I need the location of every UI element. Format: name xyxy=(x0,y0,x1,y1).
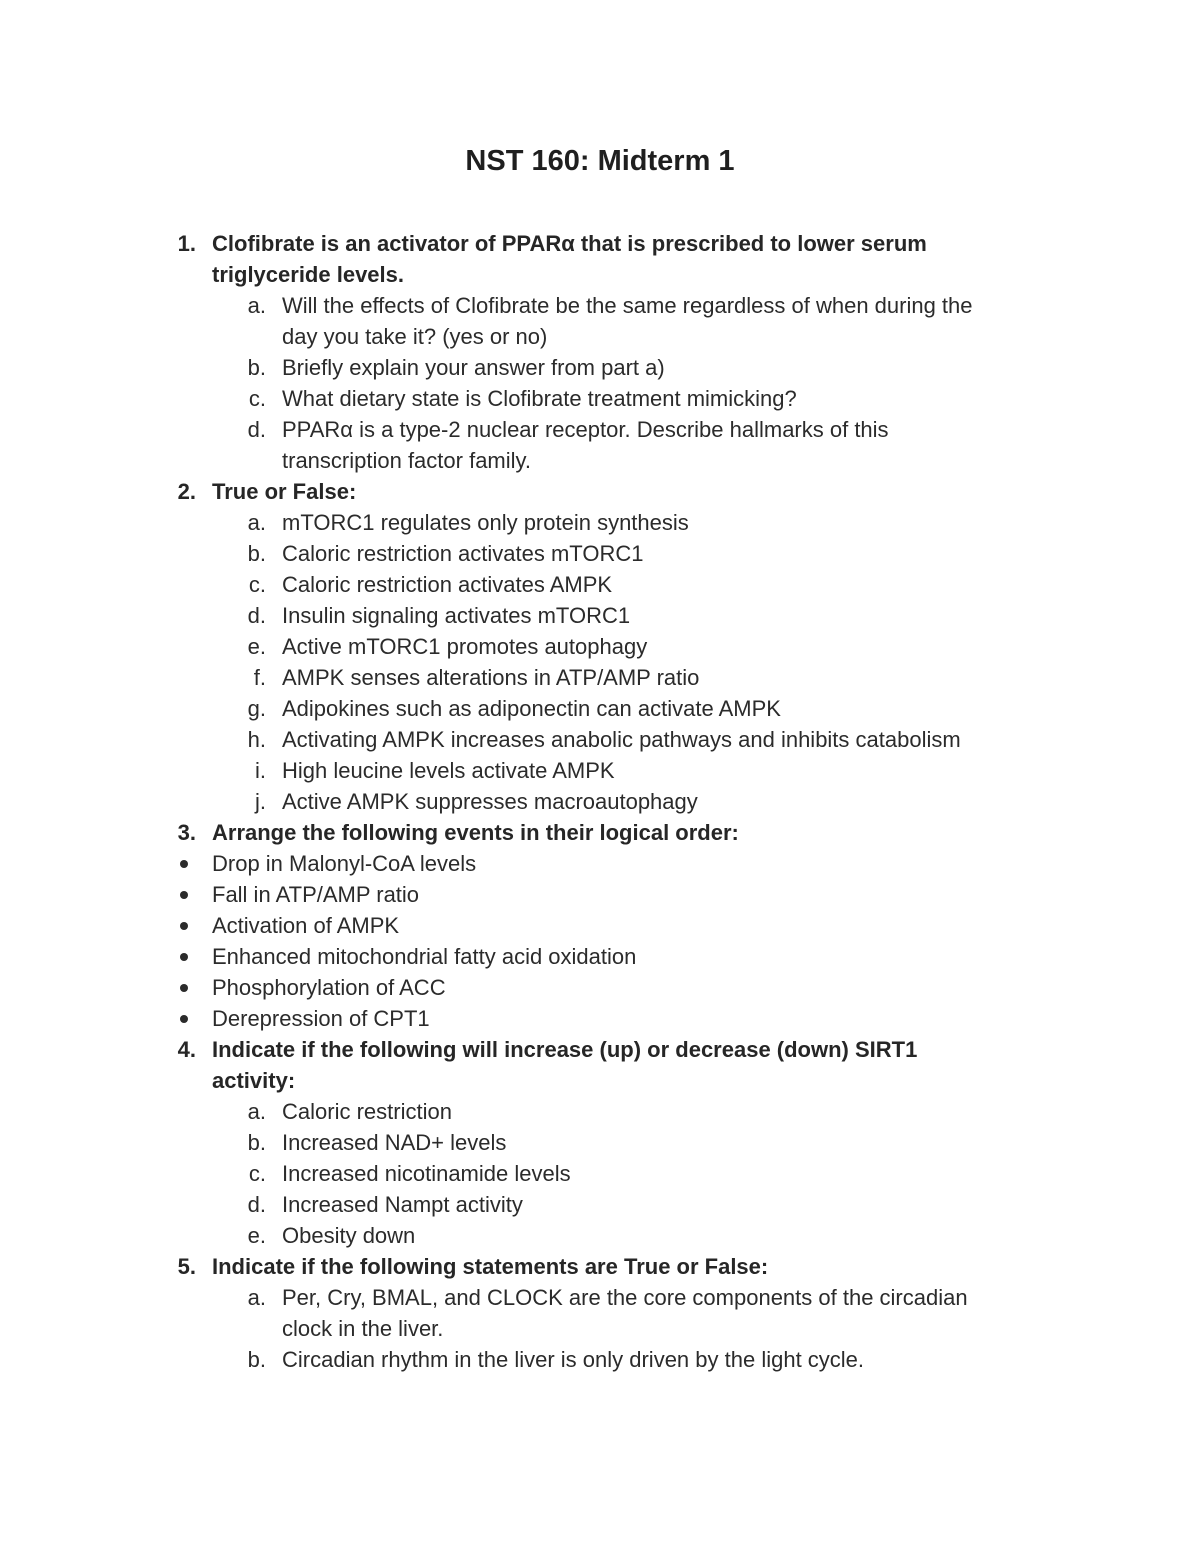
sub-question-e xyxy=(0,1220,1200,1251)
sub-question-marker: a. xyxy=(247,1099,266,1124)
sub-question-text: Increased Nampt activity xyxy=(282,1192,523,1217)
sub-question-line xyxy=(0,1313,1200,1344)
sub-question-line xyxy=(0,507,1200,538)
sub-question-line xyxy=(0,352,1200,383)
sub-question-text: AMPK senses alterations in ATP/AMP ratio xyxy=(282,665,700,690)
sub-question-line xyxy=(0,569,1200,600)
bullet-text: Fall in ATP/AMP ratio xyxy=(212,882,420,907)
question-5 xyxy=(0,1251,1200,1375)
sub-question-text: Caloric restriction xyxy=(282,1099,452,1124)
sub-question-marker: e. xyxy=(247,634,266,659)
sub-question-line xyxy=(0,693,1200,724)
sub-question-line xyxy=(0,755,1200,786)
question-2 xyxy=(0,476,1200,817)
sub-question-b xyxy=(0,538,1200,569)
sub-question-marker: a. xyxy=(247,510,266,535)
question-line xyxy=(0,476,1200,507)
sub-question-text: High leucine levels activate AMPK xyxy=(282,758,615,783)
bullet-text: Enhanced mitochondrial fatty acid oxidation xyxy=(212,944,637,969)
sub-question-marker: d. xyxy=(247,417,266,442)
sub-question-b xyxy=(0,1344,1200,1375)
sub-question-line xyxy=(0,290,1200,321)
sub-question-e xyxy=(0,631,1200,662)
question-text: True or False: xyxy=(212,479,357,504)
bullet-item xyxy=(0,910,1200,941)
sub-question-text: Adipokines such as adiponectin can activate AMPK xyxy=(282,696,781,721)
sub-question-text: Obesity down xyxy=(282,1223,416,1248)
question-line xyxy=(0,259,1200,290)
sub-question-line xyxy=(0,538,1200,569)
question-number: 1. xyxy=(177,231,196,256)
sub-question-b xyxy=(0,352,1200,383)
question-text: triglyceride levels. xyxy=(212,262,404,287)
sub-question-marker: a. xyxy=(247,293,266,318)
bullet-text: Phosphorylation of ACC xyxy=(212,975,446,1000)
bullet-icon xyxy=(180,984,188,992)
sub-question-line xyxy=(0,1127,1200,1158)
sub-question-marker: b. xyxy=(247,355,266,380)
sub-question-marker: b. xyxy=(247,1130,266,1155)
question-line xyxy=(0,1251,1200,1282)
question-number: 4. xyxy=(177,1037,196,1062)
bullet-icon xyxy=(180,860,188,868)
sub-question-text: Caloric restriction activates AMPK xyxy=(282,572,613,597)
question-text: Indicate if the following will increase (up) or decrease (down) SIRT1 xyxy=(212,1037,918,1062)
sub-question-c xyxy=(0,569,1200,600)
bullet-item xyxy=(0,879,1200,910)
sub-question-marker: j. xyxy=(255,789,266,814)
sub-question-text: Active AMPK suppresses macroautophagy xyxy=(282,789,698,814)
bullet-item xyxy=(0,848,1200,879)
sub-question-text: clock in the liver. xyxy=(282,1316,444,1341)
sub-question-text: Caloric restriction activates mTORC1 xyxy=(282,541,644,566)
sub-question-a xyxy=(0,290,1200,352)
question-number: 3. xyxy=(177,820,196,845)
question-1 xyxy=(0,228,1200,476)
sub-question-text: mTORC1 regulates only protein synthesis xyxy=(282,510,689,535)
bullet-text: Drop in Malonyl-CoA levels xyxy=(212,851,477,876)
sub-question-d xyxy=(0,1189,1200,1220)
sub-question-marker: f. xyxy=(253,665,266,690)
sub-question-text: Increased nicotinamide levels xyxy=(282,1161,571,1186)
sub-question-c xyxy=(0,1158,1200,1189)
sub-question-line xyxy=(0,321,1200,352)
question-3 xyxy=(0,817,1200,1034)
sub-question-f xyxy=(0,662,1200,693)
sub-question-d xyxy=(0,414,1200,476)
question-text: Clofibrate is an activator of PPARα that is prescribed to lower serum xyxy=(212,231,927,256)
sub-question-text: Per, Cry, BMAL, and CLOCK are the core components of the circadian xyxy=(282,1285,968,1310)
sub-question-text: day you take it? (yes or no) xyxy=(282,324,548,349)
sub-question-j xyxy=(0,786,1200,817)
sub-question-line xyxy=(0,724,1200,755)
sub-question-a xyxy=(0,507,1200,538)
sub-question-marker: d. xyxy=(247,1192,266,1217)
question-line xyxy=(0,1065,1200,1096)
sub-question-text: Will the effects of Clofibrate be the same regardless of when during the xyxy=(282,293,973,318)
sub-question-line xyxy=(0,445,1200,476)
sub-question-line xyxy=(0,1220,1200,1251)
bullet-icon xyxy=(180,922,188,930)
sub-question-text: transcription factor family. xyxy=(282,448,532,473)
bullet-item xyxy=(0,941,1200,972)
sub-question-line xyxy=(0,1344,1200,1375)
sub-question-d xyxy=(0,600,1200,631)
sub-question-line xyxy=(0,600,1200,631)
sub-question-line xyxy=(0,1282,1200,1313)
sub-question-marker: b. xyxy=(247,541,266,566)
question-list xyxy=(0,228,1200,1375)
sub-question-line xyxy=(0,383,1200,414)
sub-question-marker: c. xyxy=(248,1161,266,1186)
question-text: Indicate if the following statements are True or False: xyxy=(212,1254,769,1279)
sub-question-text: Increased NAD+ levels xyxy=(282,1130,507,1155)
sub-question-b xyxy=(0,1127,1200,1158)
sub-question-line xyxy=(0,786,1200,817)
question-text: Arrange the following events in their logical order: xyxy=(212,820,739,845)
question-line xyxy=(0,228,1200,259)
sub-question-marker: b. xyxy=(247,1347,266,1372)
sub-question-a xyxy=(0,1282,1200,1344)
bullet-icon xyxy=(180,953,188,961)
question-4 xyxy=(0,1034,1200,1251)
sub-question-line xyxy=(0,631,1200,662)
sub-question-h xyxy=(0,724,1200,755)
sub-question-g xyxy=(0,693,1200,724)
sub-question-text: Insulin signaling activates mTORC1 xyxy=(282,603,631,628)
bullet-icon xyxy=(180,1015,188,1023)
bullet-text: Derepression of CPT1 xyxy=(212,1006,430,1031)
question-line xyxy=(0,817,1200,848)
bullet-item xyxy=(0,972,1200,1003)
sub-question-text: Activating AMPK increases anabolic pathways and inhibits catabolism xyxy=(282,727,961,752)
sub-question-text: What dietary state is Clofibrate treatment mimicking? xyxy=(282,386,797,411)
bullet-text: Activation of AMPK xyxy=(212,913,400,938)
sub-question-marker: i. xyxy=(255,758,266,783)
sub-question-line xyxy=(0,1096,1200,1127)
sub-question-line xyxy=(0,1158,1200,1189)
sub-question-marker: a. xyxy=(247,1285,266,1310)
sub-question-marker: c. xyxy=(248,386,266,411)
question-number: 5. xyxy=(177,1254,196,1279)
question-text: activity: xyxy=(212,1068,296,1093)
sub-question-text: Active mTORC1 promotes autophagy xyxy=(282,634,648,659)
sub-question-marker: h. xyxy=(247,727,266,752)
sub-question-line xyxy=(0,1189,1200,1220)
sub-question-line xyxy=(0,662,1200,693)
sub-question-text: PPARα is a type-2 nuclear receptor. Describe hallmarks of this xyxy=(282,417,889,442)
sub-question-marker: e. xyxy=(247,1223,266,1248)
bullet-item xyxy=(0,1003,1200,1034)
sub-question-marker: d. xyxy=(247,603,266,628)
sub-question-a xyxy=(0,1096,1200,1127)
bullet-icon xyxy=(180,891,188,899)
question-line xyxy=(0,1034,1200,1065)
question-number: 2. xyxy=(177,479,196,504)
sub-question-c xyxy=(0,383,1200,414)
page-title: NST 160: Midterm 1 xyxy=(465,145,735,177)
sub-question-line xyxy=(0,414,1200,445)
sub-question-text: Circadian rhythm in the liver is only driven by the light cycle. xyxy=(282,1347,865,1372)
sub-question-text: Briefly explain your answer from part a) xyxy=(282,355,665,380)
sub-question-marker: c. xyxy=(248,572,266,597)
sub-question-marker: g. xyxy=(247,696,266,721)
sub-question-i xyxy=(0,755,1200,786)
